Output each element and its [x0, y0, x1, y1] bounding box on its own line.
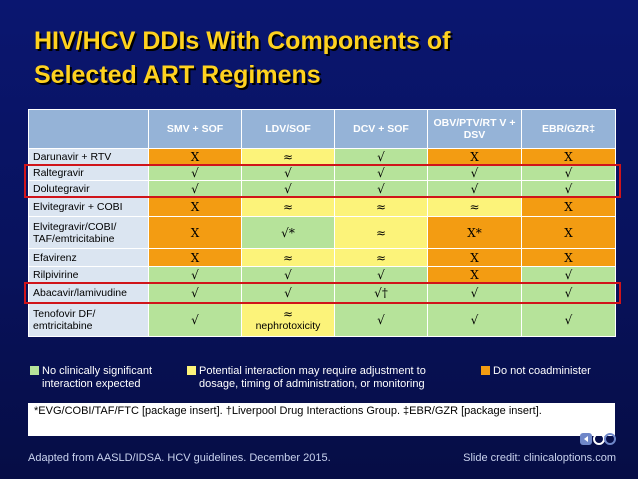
interaction-symbol: X	[564, 225, 573, 240]
drug-name-cell: Abacavir/lamivudine	[29, 283, 149, 303]
table-row	[29, 217, 616, 249]
interaction-cell	[242, 303, 335, 337]
interaction-cell	[242, 267, 335, 283]
column-header: SMV + SOF	[149, 110, 242, 149]
interaction-symbol: X	[564, 250, 573, 265]
interaction-cell	[335, 217, 428, 249]
interaction-symbol: ≈	[282, 149, 294, 164]
interaction-cell	[149, 197, 242, 217]
title-line-2: Selected ART Regimens	[34, 61, 321, 89]
interaction-cell	[335, 303, 428, 337]
column-header: EBR/GZR‡	[522, 110, 616, 149]
legend-orange-text: Do not coadminister	[493, 365, 591, 377]
interaction-symbol: √*	[281, 225, 295, 240]
footer-credit: Slide credit: clinicaloptions.com	[463, 452, 616, 464]
interaction-cell	[149, 181, 242, 197]
interaction-cell	[335, 149, 428, 165]
column-header: DCV + SOF	[335, 110, 428, 149]
interaction-cell	[522, 303, 616, 337]
ddi-table	[28, 109, 616, 337]
interaction-cell	[242, 181, 335, 197]
interaction-symbol: √	[470, 181, 479, 196]
interaction-cell	[335, 249, 428, 267]
interaction-symbol: X	[470, 250, 479, 265]
interaction-cell	[149, 249, 242, 267]
table-header-row	[29, 110, 616, 149]
interaction-cell	[428, 217, 522, 249]
column-header: OBV/PTV/RT V + DSV	[428, 110, 522, 149]
interaction-symbol: √	[377, 149, 385, 164]
interaction-symbol: ≈	[375, 250, 387, 265]
interaction-cell	[149, 217, 242, 249]
table-row	[29, 249, 616, 267]
legend-green-text: No clinically significant interaction expected	[42, 365, 153, 390]
interaction-symbol: √	[470, 312, 479, 327]
interaction-symbol: √	[284, 181, 292, 196]
legend-yellow-text: Potential interaction may require adjustment to dosage, timing of administration, or monitoring	[199, 365, 426, 390]
table-row	[29, 181, 616, 197]
interaction-symbol: √	[377, 312, 385, 327]
interaction-cell	[522, 249, 616, 267]
title-line-1: HIV/HCV DDIs With Components of	[34, 27, 451, 55]
interaction-cell	[428, 249, 522, 267]
interaction-cell	[522, 149, 616, 165]
interaction-cell	[335, 283, 428, 303]
interaction-symbol: X	[190, 199, 200, 214]
interaction-symbol: ≈	[375, 225, 387, 240]
footer-source: Adapted from AASLD/IDSA. HCV guidelines. December 2015.	[28, 452, 331, 464]
interaction-symbol: ≈	[375, 199, 387, 214]
interaction-cell	[149, 303, 242, 337]
interaction-symbol: X	[190, 225, 200, 240]
legend-swatch-orange	[481, 366, 490, 375]
interaction-symbol: X	[190, 149, 200, 164]
interaction-symbol: √	[470, 285, 479, 300]
interaction-cell	[149, 149, 242, 165]
interaction-cell	[149, 283, 242, 303]
interaction-symbol: X	[470, 149, 479, 164]
interaction-cell	[242, 197, 335, 217]
footnote	[28, 403, 615, 436]
interaction-cell	[522, 267, 616, 283]
drug-name-cell: Efavirenz	[29, 249, 149, 267]
table-row	[29, 283, 616, 303]
interaction-cell	[242, 149, 335, 165]
interaction-note: nephrotoxicity	[255, 319, 321, 332]
interaction-symbol: √	[284, 267, 292, 282]
interaction-symbol: √†	[374, 285, 388, 300]
table-row	[29, 165, 616, 181]
table-row	[29, 303, 616, 337]
interaction-symbol: √	[377, 267, 385, 282]
interaction-cell	[428, 149, 522, 165]
interaction-symbol: √	[564, 267, 573, 282]
interaction-cell	[242, 165, 335, 181]
legend-swatch-yellow	[187, 366, 196, 375]
interaction-cell	[522, 181, 616, 197]
interaction-symbol: ≈	[282, 250, 294, 265]
drug-name-cell: Darunavir + RTV	[29, 149, 149, 165]
interaction-symbol: √	[470, 165, 479, 180]
drug-name-cell: Tenofovir DF/ emtricitabine	[29, 303, 149, 337]
table-row	[29, 267, 616, 283]
interaction-symbol: ≈	[282, 306, 294, 321]
drug-name-cell: Dolutegravir	[29, 181, 149, 197]
interaction-cell	[428, 283, 522, 303]
interaction-cell	[242, 249, 335, 267]
interaction-cell	[428, 267, 522, 283]
interaction-cell	[149, 165, 242, 181]
interaction-symbol: √	[284, 165, 292, 180]
interaction-cell	[428, 165, 522, 181]
interaction-symbol: X*	[467, 225, 482, 240]
interaction-symbol: √	[377, 181, 385, 196]
interaction-cell	[428, 303, 522, 337]
interaction-symbol: √	[564, 181, 573, 196]
drug-name-cell: Elvitegravir/COBI/ TAF/emtricitabine	[29, 217, 149, 249]
interaction-symbol: X	[470, 267, 479, 282]
interaction-symbol: √	[564, 165, 573, 180]
interaction-symbol: ≈	[469, 199, 480, 214]
interaction-cell	[335, 181, 428, 197]
interaction-symbol: √	[284, 285, 292, 300]
header-corner	[29, 110, 149, 149]
table-row	[29, 149, 616, 165]
interaction-symbol: √	[377, 165, 385, 180]
slide-title	[34, 24, 594, 92]
interaction-cell	[428, 197, 522, 217]
column-header: LDV/SOF	[242, 110, 335, 149]
interaction-symbol: X	[564, 149, 573, 164]
interaction-cell	[522, 197, 616, 217]
interaction-cell	[335, 165, 428, 181]
interaction-cell	[242, 217, 335, 249]
interaction-symbol: ≈	[282, 199, 294, 214]
interaction-cell	[522, 217, 616, 249]
drug-name-cell: Raltegravir	[29, 165, 149, 181]
interaction-cell	[522, 283, 616, 303]
interaction-symbol: √	[191, 312, 199, 327]
interaction-cell	[149, 267, 242, 283]
interaction-symbol: √	[564, 312, 573, 327]
legend-swatch-green	[30, 366, 39, 375]
interaction-symbol: √	[191, 267, 199, 282]
drug-name-cell: Rilpivirine	[29, 267, 149, 283]
interaction-symbol: X	[190, 250, 200, 265]
interaction-symbol: X	[564, 199, 573, 214]
drug-name-cell: Elvitegravir + COBI	[29, 197, 149, 217]
interaction-symbol: √	[191, 181, 199, 196]
interaction-symbol: √	[564, 285, 573, 300]
interaction-symbol: √	[191, 285, 199, 300]
interaction-cell	[428, 181, 522, 197]
clinical-options-logo-icon	[580, 432, 616, 446]
interaction-symbol: √	[191, 165, 199, 180]
interaction-cell	[522, 165, 616, 181]
interaction-cell	[335, 267, 428, 283]
interaction-cell	[242, 283, 335, 303]
table-row	[29, 197, 616, 217]
footnote-text: *EVG/COBI/TAF/FTC [package insert]. †Liverpool Drug Interactions Group. ‡EBR/GZR [package insert].	[34, 405, 542, 417]
interaction-cell	[335, 197, 428, 217]
